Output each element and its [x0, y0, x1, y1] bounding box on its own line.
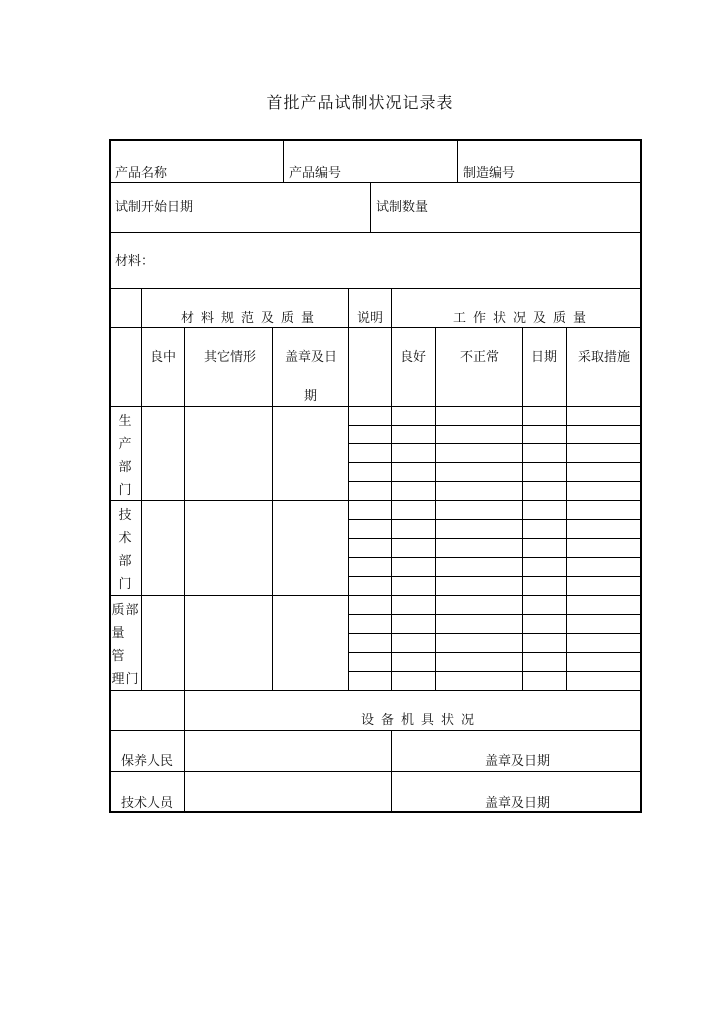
- sub-row-line: [348, 557, 642, 558]
- dept-char: 量: [111, 626, 125, 641]
- maintenance-seal-label: 盖章及日期: [485, 754, 551, 769]
- col-divider: [348, 288, 349, 690]
- dept-char: 门: [125, 672, 139, 687]
- seal-date-header-cont: 期: [304, 389, 318, 404]
- tech-dept-label: [115, 504, 135, 596]
- sub-row-line: [348, 633, 642, 634]
- technician-seal-label: 盖章及日期: [485, 796, 551, 811]
- sub-row-line: [348, 671, 642, 672]
- sub-row-line: [348, 481, 642, 482]
- dept-char: 部: [125, 603, 139, 618]
- dept-char: 管: [111, 649, 125, 664]
- good-header: 良好: [400, 350, 427, 365]
- sub-row-line: [348, 614, 642, 615]
- start-date-label: 试制开始日期: [115, 200, 194, 215]
- sub-row-line: [348, 519, 642, 520]
- row-divider: [109, 690, 642, 691]
- production-dept-label: [115, 410, 135, 502]
- abnormal-header: 不正常: [460, 350, 500, 365]
- mfg-code-label: 制造编号: [463, 166, 516, 181]
- col-divider: [391, 288, 392, 690]
- row-divider: [109, 288, 642, 289]
- other-header: 其它情形: [204, 350, 257, 365]
- work-quality-header: 工作状况及质量: [453, 311, 594, 326]
- col-divider: [283, 139, 284, 182]
- measures-header: 采取措施: [578, 350, 631, 365]
- dept-char: 部: [118, 554, 132, 569]
- date-header: 日期: [531, 350, 558, 365]
- quality-dept-label-col2: [122, 599, 142, 691]
- good-mid-header: 良中: [150, 350, 177, 365]
- sub-row-line: [348, 576, 642, 577]
- materials-label: 材料：: [115, 254, 155, 269]
- col-divider: [272, 327, 273, 690]
- sub-row-line: [348, 652, 642, 653]
- product-name-label: 产品名称: [115, 166, 168, 181]
- col-divider: [184, 327, 185, 690]
- seal-date-header: 盖章及日: [285, 350, 338, 365]
- row-divider: [109, 406, 642, 407]
- col-divider: [370, 182, 371, 232]
- col-divider: [566, 327, 567, 690]
- product-code-label: 产品编号: [289, 166, 342, 181]
- col-divider: [435, 327, 436, 690]
- row-divider: [109, 771, 642, 772]
- sub-row-line: [348, 538, 642, 539]
- row-divider: [109, 500, 642, 501]
- row-divider: [109, 595, 642, 596]
- technician-label: 技术人员: [121, 796, 174, 811]
- dept-char: 术: [118, 531, 132, 546]
- maintenance-label: 保养人民: [121, 754, 174, 769]
- row-divider: [109, 182, 642, 183]
- material-quality-header: 材料规范及质量: [181, 311, 322, 326]
- col-divider: [457, 139, 458, 182]
- dept-char: 理: [111, 672, 125, 687]
- page-title: 首批产品试制状况记录表: [266, 93, 454, 112]
- note-header: 说明: [357, 311, 384, 326]
- dept-char: 部: [118, 460, 132, 475]
- col-divider: [391, 730, 392, 813]
- equipment-header: 设备机具状况: [361, 713, 482, 728]
- dept-char: 门: [118, 577, 132, 592]
- dept-char: 生: [118, 414, 132, 429]
- sub-row-line: [348, 462, 642, 463]
- record-table: [109, 139, 642, 813]
- sub-row-line: [348, 425, 642, 426]
- col-divider: [522, 327, 523, 690]
- row-divider: [109, 730, 642, 731]
- sub-row-line: [348, 443, 642, 444]
- dept-char: 门: [118, 483, 132, 498]
- col-divider: [184, 690, 185, 813]
- dept-char: 质: [111, 603, 125, 618]
- quantity-label: 试制数量: [376, 200, 429, 215]
- dept-char: 产: [118, 437, 132, 452]
- row-divider: [109, 232, 642, 233]
- dept-char: 技: [118, 508, 132, 523]
- row-divider: [109, 327, 642, 328]
